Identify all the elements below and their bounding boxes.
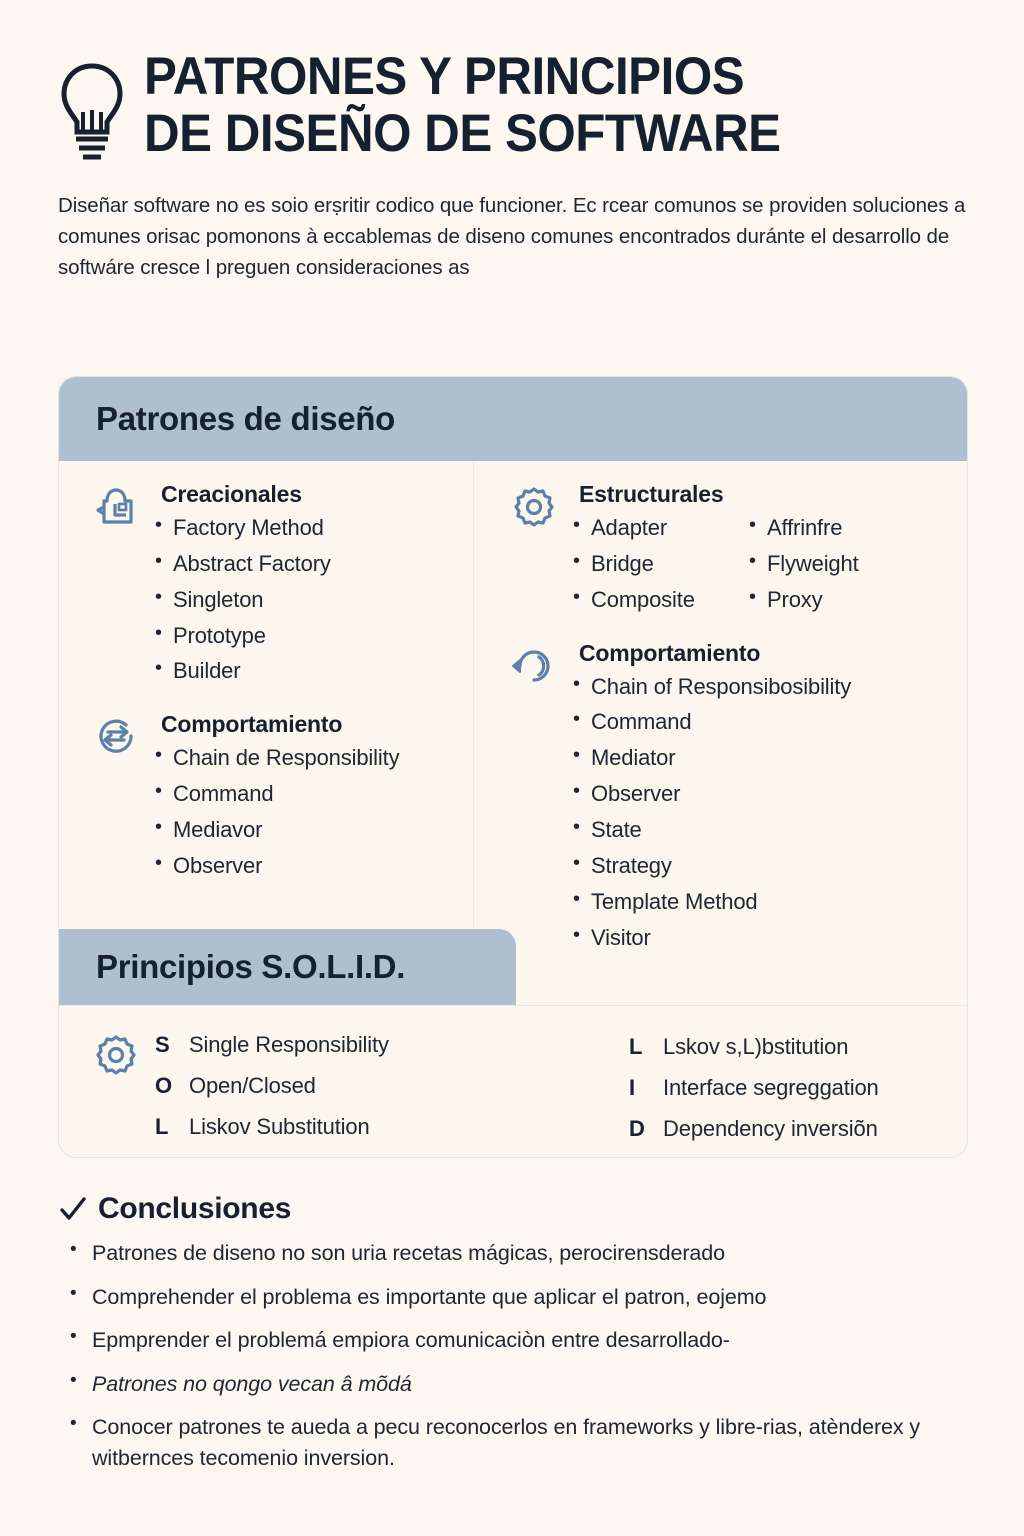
list-item: • Mediator bbox=[571, 740, 951, 776]
solid-letter: L bbox=[629, 1034, 643, 1059]
title-line-2: DE DISEÑO DE SOFTWARE bbox=[144, 104, 781, 164]
list-item: • Patrones de diseno no son uria recetas mágicas, perocirensderado bbox=[66, 1238, 978, 1269]
solid-label: Open/Closed bbox=[189, 1072, 316, 1098]
list-item: • Visitor bbox=[571, 920, 951, 956]
list-item bbox=[66, 1369, 978, 1400]
solid-band-title: Principios S.O.L.I.D. bbox=[96, 948, 406, 985]
solid-label: Lskov s,L)bstitution bbox=[663, 1034, 849, 1059]
comportamiento-right-list bbox=[571, 669, 951, 956]
group-heading: Comportamiento bbox=[579, 639, 761, 666]
spacer bbox=[511, 618, 951, 640]
list-item: • Factory Method bbox=[153, 510, 463, 546]
list-item: • Adapter bbox=[571, 510, 721, 546]
list-item: • Observer bbox=[153, 848, 463, 884]
list-item: • Composite bbox=[571, 582, 721, 618]
conclusions-header bbox=[58, 1192, 978, 1226]
list-item: • Template Method bbox=[571, 884, 951, 920]
solid-letter: O bbox=[155, 1072, 172, 1098]
estructurales-list-col2 bbox=[747, 510, 859, 618]
patterns-right-column bbox=[511, 481, 951, 955]
comportamiento-left-list bbox=[153, 740, 463, 883]
group-heading: Comportamiento bbox=[161, 711, 343, 738]
solid-left-column bbox=[93, 1025, 493, 1148]
list-item: • State bbox=[571, 812, 951, 848]
solid-letter: L bbox=[155, 1113, 169, 1139]
solid-item bbox=[629, 1027, 968, 1068]
solid-item bbox=[629, 1109, 968, 1150]
list-item: • Prototype bbox=[153, 618, 463, 654]
solid-letter: D bbox=[629, 1115, 645, 1141]
list-item: • Mediavor bbox=[153, 812, 463, 848]
solid-letter: S bbox=[155, 1032, 170, 1057]
list-item: • Command bbox=[571, 704, 951, 740]
swap-arrows-icon bbox=[93, 713, 139, 759]
solid-right-list bbox=[629, 1027, 968, 1150]
solid-label: Interface segreggation bbox=[663, 1074, 879, 1100]
list-item: • Flyweight bbox=[747, 546, 859, 582]
lightbulb-icon bbox=[56, 56, 128, 166]
solid-item bbox=[155, 1025, 389, 1066]
list-item: • Builder bbox=[153, 653, 463, 689]
title-line-1: PATRONES Y PRINCIPIOS bbox=[144, 47, 745, 106]
list-item: • Comprehender el problema es importante que aplicar el patron, eojemo bbox=[66, 1282, 978, 1313]
group-heading: Creacionales bbox=[161, 481, 302, 507]
page-header bbox=[0, 0, 1024, 166]
list-item: • Strategy bbox=[571, 848, 951, 884]
solid-label: Dependency inversiõn bbox=[663, 1115, 878, 1141]
group-heading: Estructurales bbox=[579, 481, 724, 507]
solid-left-list bbox=[155, 1025, 389, 1148]
factory-bag-icon bbox=[93, 483, 139, 529]
list-item: • Chain de Responsibility bbox=[153, 740, 463, 776]
list-item: • Chain of Responsibosibility bbox=[571, 669, 951, 705]
solid-band bbox=[59, 929, 516, 1005]
patterns-card bbox=[58, 376, 968, 1158]
conclusions-title: Conclusiones bbox=[98, 1192, 292, 1225]
list-item: • Observer bbox=[571, 776, 951, 812]
list-item: • Conocer patrones te aueda a pecu reconocerlos en frameworks y libre-rias, atènderex y witbernces tecomenio inversion. bbox=[66, 1412, 978, 1473]
estructurales-columns bbox=[571, 510, 951, 618]
creacionales-list bbox=[153, 510, 463, 689]
solid-item bbox=[155, 1066, 389, 1107]
group-creacionales bbox=[93, 481, 463, 689]
group-estructurales bbox=[511, 481, 951, 618]
intro-paragraph: Diseñar software no es soio erṣritir codico que funcioner. Ec rcear comunos se providen soluciones a comunes orisac pomonons à eccablemas de diseno comunes encontrados duránte el desarrollo de softwáre cresce l preguen consideraciones as bbox=[58, 194, 966, 280]
list-item: • Command bbox=[153, 776, 463, 812]
conclusions-section bbox=[58, 1192, 978, 1486]
group-comportamiento-left bbox=[93, 711, 463, 883]
patterns-band bbox=[59, 377, 968, 461]
solid-item bbox=[629, 1068, 968, 1109]
solid-label: Single Responsibility bbox=[189, 1032, 389, 1057]
gear-icon bbox=[511, 483, 557, 529]
estructurales-list-col1 bbox=[571, 510, 721, 618]
solid-label: Liskov Substitution bbox=[189, 1113, 370, 1139]
list-item: • Singleton bbox=[153, 582, 463, 618]
conclusions-list bbox=[58, 1238, 978, 1473]
page-title bbox=[144, 48, 984, 162]
solid-letter: I bbox=[629, 1074, 635, 1100]
list-item: • Bridge bbox=[571, 546, 721, 582]
patterns-band-title: Patrones de diseño bbox=[96, 400, 396, 437]
horizontal-divider-right bbox=[516, 1005, 968, 1006]
gear-icon bbox=[93, 1031, 139, 1077]
list-item: • Proxy bbox=[747, 582, 859, 618]
list-item: • Affrinfre bbox=[747, 510, 859, 546]
patterns-left-column bbox=[93, 481, 463, 884]
list-item: • Abstract Factory bbox=[153, 546, 463, 582]
check-icon bbox=[58, 1194, 88, 1224]
rotate-ccw-icon bbox=[511, 642, 557, 688]
group-comportamiento-right bbox=[511, 640, 951, 956]
list-item: • Epmprender el problemá empiora comunicaciòn entre desarrollado- bbox=[66, 1325, 978, 1356]
spacer bbox=[93, 689, 463, 711]
horizontal-divider-left bbox=[59, 1005, 516, 1006]
vertical-divider bbox=[473, 461, 474, 929]
list-item-emphasis: Patrones no qongo vecan â mõdá bbox=[92, 1371, 412, 1396]
solid-right-column bbox=[629, 1027, 968, 1150]
solid-item bbox=[155, 1107, 389, 1148]
